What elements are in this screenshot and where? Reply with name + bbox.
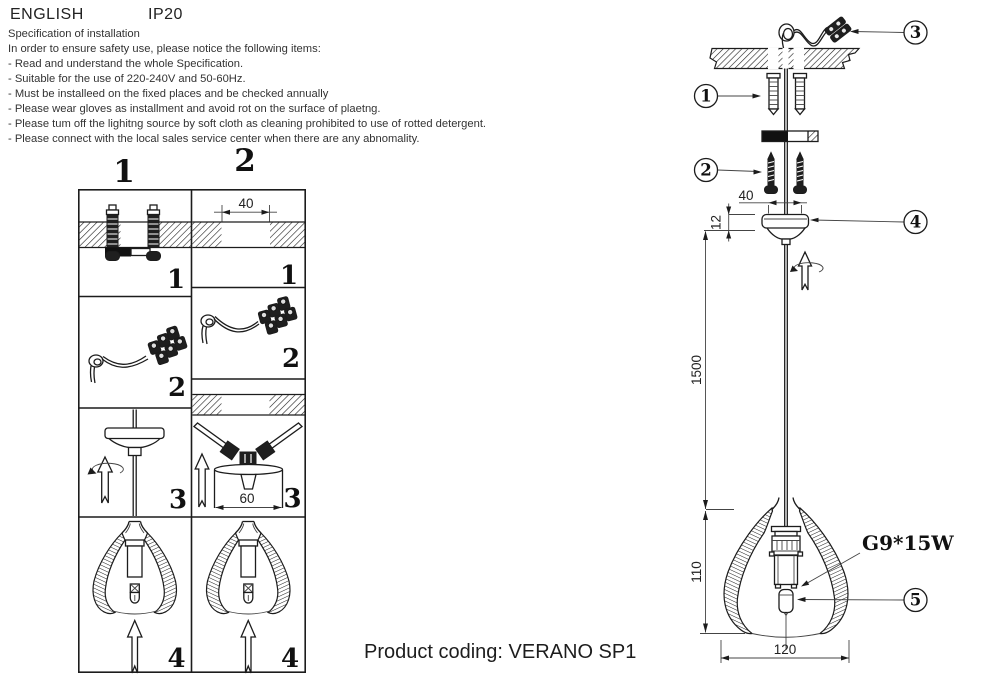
- dim-40-label: 40: [738, 188, 754, 203]
- dim-12-label: 12: [708, 214, 724, 231]
- bulb-spec-label: G9*15W: [862, 531, 954, 555]
- callout-2: [695, 159, 763, 182]
- supply-wire-drawing: [779, 16, 852, 48]
- mounting-screws-drawing: [765, 153, 807, 194]
- step3-left-canopy-drawing: [88, 410, 165, 517]
- callout-2-number: 2: [700, 160, 712, 180]
- installation-steps-grid: [60, 140, 330, 690]
- hole-spacing-dim-label: 40: [238, 196, 254, 211]
- step4-right-number: 4: [280, 644, 300, 674]
- socket-bulb-drawing: [770, 536, 803, 616]
- ceiling-slab-drawing: [710, 48, 859, 70]
- specification-text: [8, 27, 486, 147]
- spec-line: Specification of installation: [8, 28, 140, 40]
- dim-1500: [689, 231, 734, 510]
- step1-right-hole-drawing: [192, 205, 305, 249]
- dim-110-label: 110: [689, 561, 704, 583]
- callout-4-number: 4: [909, 212, 922, 232]
- ip-rating-label: IP20: [148, 6, 183, 23]
- spec-line: In order to ensure safety use, please notice the following items:: [8, 43, 321, 55]
- product-dimension-diagram: [660, 0, 1000, 690]
- step3-right-number: 3: [283, 484, 302, 514]
- step4-shade-drawing: [93, 522, 176, 674]
- dim-120-label: 120: [773, 642, 797, 657]
- step1-left-anchors-drawing: [79, 205, 192, 261]
- mounting-bar-drawing: [762, 131, 818, 142]
- step1-left-number: 1: [166, 265, 186, 295]
- spec-line: - Suitable for the use of 220-240V and 50-60Hz.: [8, 73, 246, 85]
- language-label: ENGLISH: [10, 6, 84, 23]
- column-2-header: 2: [234, 143, 256, 179]
- step3-left-number: 3: [168, 485, 188, 515]
- callout-3: [850, 21, 927, 44]
- spec-line: - Read and understand the whole Specification.: [8, 58, 244, 70]
- dim-12: [704, 204, 755, 242]
- step1-right-number: 1: [279, 261, 299, 291]
- column-1-header: 1: [113, 154, 135, 190]
- spec-line: - Please tum off the lighitng source by soft cloth as cleaning prohibited to use of rotted detergent.: [8, 118, 487, 130]
- callout-3-number: 3: [909, 23, 922, 42]
- step2-right-wiring-drawing: [201, 295, 299, 344]
- step4-left-number: 4: [167, 644, 186, 674]
- callout-4: [810, 211, 927, 234]
- dim-1500-label: 1500: [689, 354, 704, 386]
- callout-1: [695, 85, 762, 108]
- callout-5-number: 5: [909, 590, 922, 610]
- canopy-dia-dim-label: 60: [239, 491, 255, 506]
- spec-line: - Please connect with the local sales service center when there are any abnomality.: [8, 133, 420, 145]
- twist-arrow-drawing: [790, 252, 823, 290]
- step2-right-number: 2: [281, 344, 301, 374]
- spec-line: - Must be installeed on the fixed places and be checked annually: [8, 88, 329, 100]
- callout-5: [797, 589, 927, 612]
- canopy-drawing: [762, 215, 809, 245]
- dim-120: [721, 640, 849, 663]
- spec-line: - Please wear gloves as installment and avoid rot on the surface of plaetng.: [8, 103, 381, 115]
- product-coding-label: Product coding: VERANO SP1: [364, 641, 637, 663]
- step2-left-number: 2: [167, 373, 187, 403]
- callout-1-number: 1: [700, 86, 712, 106]
